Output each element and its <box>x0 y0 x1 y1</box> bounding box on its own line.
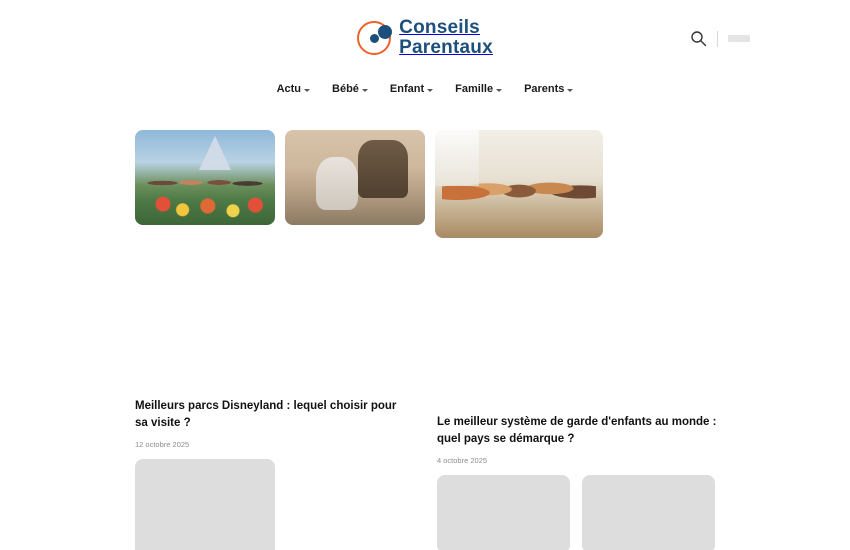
hero-card-2[interactable] <box>285 130 425 225</box>
nav-label-enfant: Enfant <box>389 83 425 95</box>
nav-item-bebe[interactable] <box>332 83 368 95</box>
toddler-playing-indoors <box>285 130 425 225</box>
chevron-down-icon <box>304 89 310 92</box>
article-thumbnail-link[interactable] <box>437 475 570 550</box>
nav-item-parents[interactable] <box>524 83 573 95</box>
nav-item-actu[interactable] <box>277 83 310 95</box>
article-date: 12 octobre 2025 <box>135 440 190 450</box>
family-selfie-theme-park <box>135 130 275 225</box>
logo-line-2: Parentaux <box>399 37 493 58</box>
chevron-down-icon <box>362 89 368 92</box>
article-date: 4 octobre 2025 <box>437 456 488 466</box>
article-title[interactable]: Meilleurs parcs Disneyland : lequel choisir pour sa visite ? <box>135 400 397 429</box>
article-thumbnails <box>437 475 727 550</box>
chevron-down-icon <box>496 89 502 92</box>
site-header <box>0 0 850 76</box>
header-actions <box>690 30 750 47</box>
parent-child-logo-icon <box>357 21 391 55</box>
logo-line-1: Conseils <box>399 17 480 39</box>
hero-gallery <box>0 130 850 255</box>
menu-placeholder-icon[interactable] <box>728 35 750 42</box>
article-card-childcare <box>437 414 727 550</box>
header-divider <box>717 31 718 47</box>
logo-text <box>399 18 493 58</box>
article-thumbnail-link[interactable] <box>135 459 275 550</box>
site-logo[interactable] <box>357 18 493 58</box>
hero-card-1[interactable] <box>135 130 275 225</box>
nav-label-famille: Famille <box>455 83 494 95</box>
nav-item-famille[interactable] <box>455 83 502 95</box>
article-title[interactable]: Le meilleur système de garde d'enfants au monde : quel pays se démarque ? <box>437 416 717 445</box>
main-navigation <box>0 76 850 102</box>
hero-card-3[interactable] <box>435 130 603 238</box>
search-icon[interactable] <box>690 30 707 47</box>
nav-label-bebe: Bébé <box>332 83 359 95</box>
chevron-down-icon <box>567 89 573 92</box>
article-thumbnail-link[interactable] <box>582 475 715 550</box>
children-craft-table <box>435 130 603 238</box>
article-card-disneyland <box>135 398 405 550</box>
article-thumbnails <box>135 459 405 550</box>
nav-label-actu: Actu <box>276 83 302 95</box>
nav-item-enfant[interactable] <box>390 83 433 95</box>
chevron-down-icon <box>427 89 433 92</box>
nav-label-parents: Parents <box>524 83 565 95</box>
